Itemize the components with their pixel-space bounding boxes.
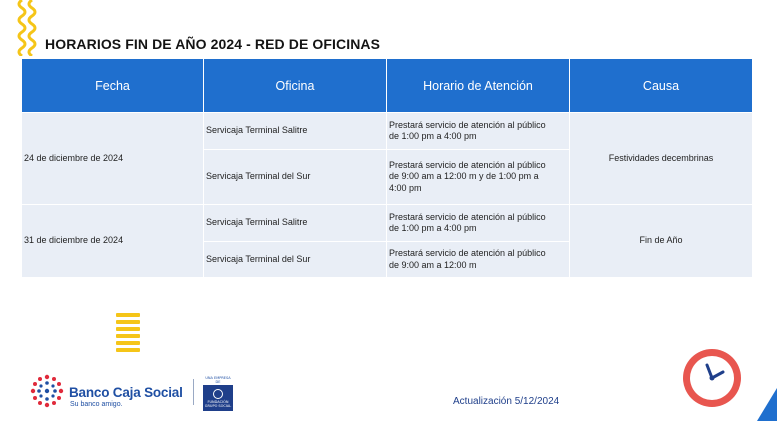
stripes-icon — [116, 313, 140, 353]
horario-line: de 1:00 pm a 4:00 pm — [389, 223, 477, 233]
column-header-fecha: Fecha — [22, 59, 204, 113]
update-date: Actualización 5/12/2024 — [453, 396, 560, 407]
brand-logo — [28, 372, 218, 412]
column-header-oficina: Oficina — [204, 59, 387, 113]
horario-cell — [387, 113, 570, 150]
horario-line: Prestará servicio de atención al público — [389, 159, 546, 170]
page-title: HORARIOS FIN DE AÑO 2024 - RED DE OFICINAS — [45, 36, 381, 52]
oficina-cell: Servicaja Terminal del Sur — [204, 242, 387, 278]
logo-divider — [193, 379, 194, 405]
causa-cell: Fin de Año — [570, 205, 753, 278]
oficina-cell: Servicaja Terminal del Sur — [204, 150, 387, 205]
table-row — [22, 113, 753, 150]
brand-slogan: Su banco amigo. — [70, 401, 123, 408]
horario-line: de 9:00 am a 12:00 m y de 1:00 pm a — [389, 171, 539, 182]
column-header-horario: Horario de Atención — [387, 59, 570, 113]
fecha-cell: 24 de diciembre de 2024 — [22, 113, 204, 205]
foundation-logo-icon — [203, 376, 233, 408]
foundation-emblem-icon — [213, 389, 223, 399]
schedule-table — [21, 58, 753, 278]
oficina-cell: Servicaja Terminal Salitre — [204, 205, 387, 242]
causa-cell: Festividades decembrinas — [570, 113, 753, 205]
horario-line: Prestará servicio de atención al público — [389, 248, 546, 258]
horario-line: de 1:00 pm a 4:00 pm — [389, 131, 477, 141]
brand-name: Banco Caja Social — [69, 385, 183, 400]
table-row — [22, 205, 753, 242]
horario-cell — [387, 242, 570, 278]
foundation-top-text: UNA EMPRESA DE — [205, 376, 231, 384]
horario-cell — [387, 205, 570, 242]
foundation-badge — [203, 385, 233, 411]
horario-line: 4:00 pm — [389, 182, 422, 193]
horario-line: Prestará servicio de atención al público — [389, 211, 546, 222]
horario-cell — [387, 150, 570, 205]
foundation-text: FUNDACIÓN GRUPO SOCIAL — [204, 400, 232, 408]
fecha-cell: 31 de diciembre de 2024 — [22, 205, 204, 278]
table-header-row — [22, 59, 753, 113]
horario-line: Prestará servicio de atención al público — [389, 119, 546, 130]
horario-line: de 9:00 am a 12:00 m — [389, 259, 477, 270]
decorative-squiggle-icon — [14, 0, 44, 56]
corner-decoration-icon — [757, 388, 777, 421]
oficina-cell: Servicaja Terminal Salitre — [204, 113, 387, 150]
brand-logo-icon — [28, 372, 66, 410]
clock-icon — [681, 347, 743, 409]
column-header-causa: Causa — [570, 59, 753, 113]
